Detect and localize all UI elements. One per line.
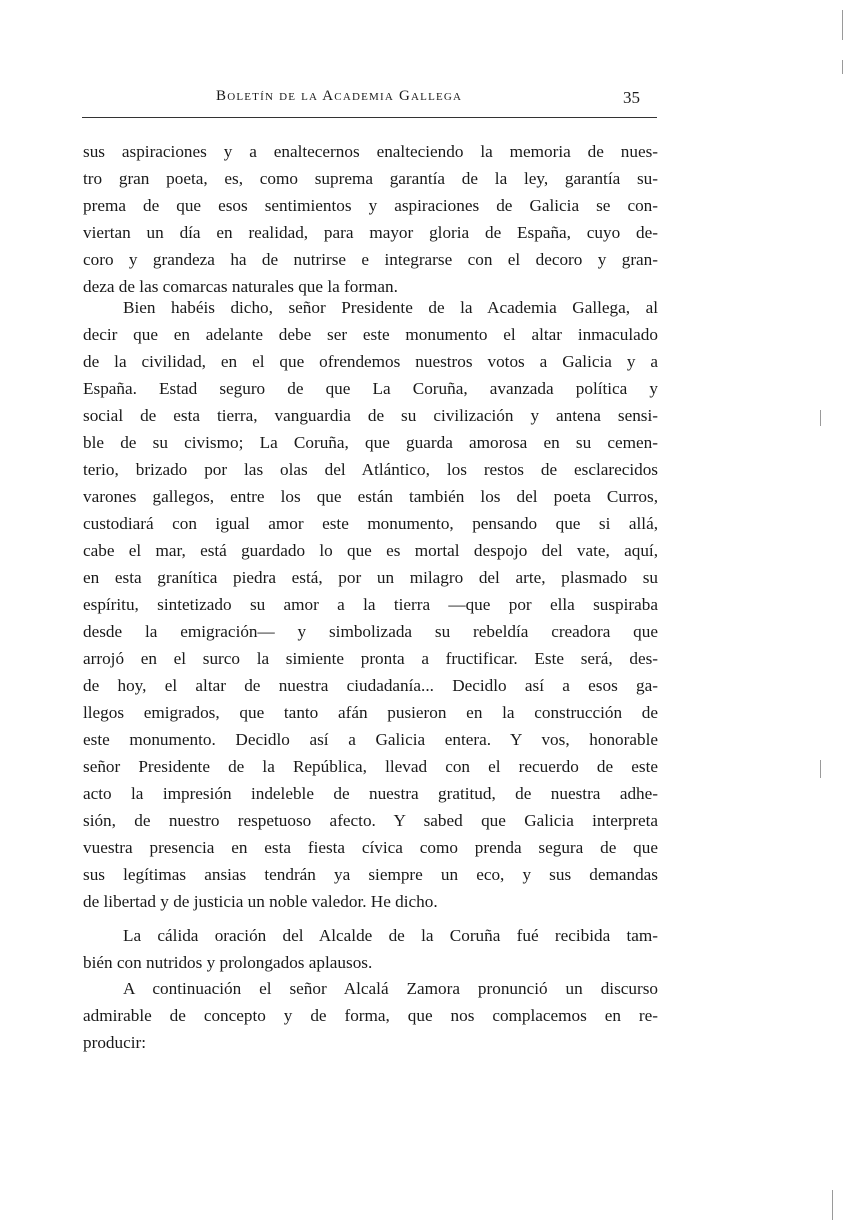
text-line: espíritu, sintetizado su amor a la tierra —que por ella suspiraba [83,595,658,614]
text-line: prema de que esos sentimientos y aspiraciones de Galicia se con- [83,196,658,215]
text-line: España. Estad seguro de que La Coruña, avanzada política y [83,379,658,398]
scan-mark [832,1190,833,1220]
text-line: tro gran poeta, es, como suprema garantía de la ley, garantía su- [83,169,658,188]
text-line: producir: [83,1033,147,1052]
paragraph-3 [83,922,658,976]
text-line: social de esta tierra, vanguardia de su civilización y antena sensi- [83,406,658,425]
text-line: llegos emigrados, que tanto afán pusieron en la construcción de [83,703,658,722]
text-line: deza de las comarcas naturales que la forman. [83,277,398,296]
text-line: coro y grandeza ha de nutrirse e integrarse con el decoro y gran- [83,250,658,269]
paragraph-2 [83,294,658,915]
text-line: ble de su civismo; La Coruña, que guarda amorosa en su cemen- [83,433,658,452]
text-line: decir que en adelante debe ser este monumento el altar inmaculado [83,325,658,344]
text-line: bién con nutridos y prolongados aplausos. [83,953,373,972]
text-line: vuestra presencia en esta fiesta cívica como prenda segura de que [83,838,658,857]
scan-mark [820,410,821,426]
text-line: sus aspiraciones y a enaltecernos enalteciendo la memoria de nues- [83,142,658,161]
paragraph-1 [83,138,658,300]
scan-mark [842,60,843,74]
paragraph-4 [83,975,658,1056]
text-line: Bien habéis dicho, señor Presidente de la Academia Gallega, al [123,298,658,317]
header-rule [82,117,657,118]
running-header [82,88,660,114]
text-line: cabe el mar, está guardado lo que es mortal despojo del vate, aquí, [83,541,658,560]
text-line: sus legítimas ansias tendrán ya siempre un eco, y sus demandas [83,865,658,884]
text-line: de libertad y de justicia un noble valedor. He dicho. [83,892,438,911]
text-line: señor Presidente de la República, llevad con el recuerdo de este [83,757,658,776]
text-line: terio, brizado por las olas del Atlántico, los restos de esclarecidos [83,460,658,479]
text-line: sión, de nuestro respetuoso afecto. Y sabed que Galicia interpreta [83,811,658,830]
text-line: de la civilidad, en el que ofrendemos nuestros votos a Galicia y a [83,352,658,371]
text-line: este monumento. Decidlo así a Galicia entera. Y vos, honorable [83,730,658,749]
scan-mark [820,760,821,778]
text-line: viertan un día en realidad, para mayor gloria de España, cuyo de- [83,223,658,242]
text-line: arrojó en el surco la simiente pronta a fructificar. Este será, des- [83,649,658,668]
text-line: acto la impresión indeleble de nuestra gratitud, de nuestra adhe- [83,784,658,803]
text-line: desde la emigración— y simbolizada su rebeldía creadora que [83,622,658,641]
scan-mark [842,10,843,40]
page-number: 35 [623,88,640,107]
text-line: custodiará con igual amor este monumento, pensando que si allá, [83,514,658,533]
text-line: admirable de concepto y de forma, que nos complacemos en re- [83,1006,658,1025]
header-title: Boletín de la Academia Gallega [216,88,463,104]
text-line: varones gallegos, entre los que están también los del poeta Curros, [83,487,658,506]
text-line: en esta granítica piedra está, por un milagro del arte, plasmado su [83,568,658,587]
text-line: A continuación el señor Alcalá Zamora pronunció un discurso [123,979,658,998]
text-line: La cálida oración del Alcalde de la Coruña fué recibida tam- [123,926,658,945]
text-line: de hoy, el altar de nuestra ciudadanía... Decidlo así a esos ga- [83,676,658,695]
